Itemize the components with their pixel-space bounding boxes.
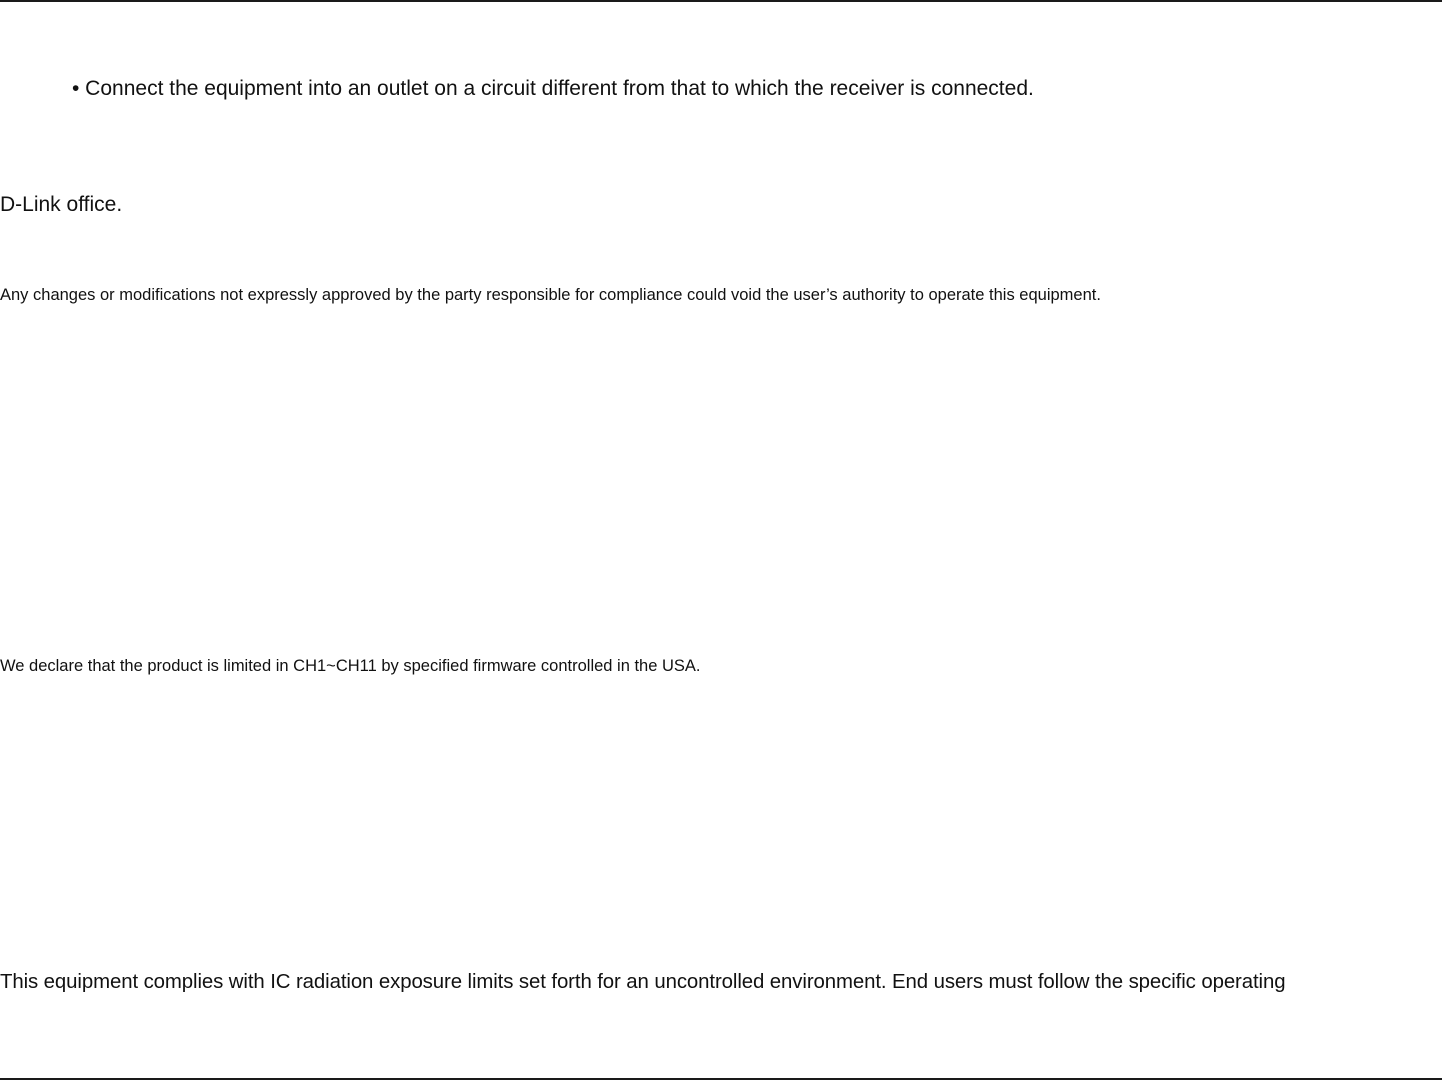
ic-radiation-text: This equipment complies with IC radiation exposure limits set forth for an uncontrolled environment. End users must follow the specific operating — [0, 971, 1286, 993]
channel-declaration-text: We declare that the product is limited in CH1~CH11 by specified firmware controlled in the USA. — [0, 657, 701, 675]
bottom-rule — [0, 1078, 1442, 1080]
office-text: D-Link office. — [0, 193, 123, 216]
top-rule — [0, 0, 1442, 2]
bullet-item-connect-outlet: • Connect the equipment into an outlet on a circuit different from that to which the receiver is connected. — [72, 77, 1034, 100]
changes-warning-text: Any changes or modifications not expressly approved by the party responsible for compliance could void the user’s authority to operate this equipment. — [0, 286, 1101, 304]
